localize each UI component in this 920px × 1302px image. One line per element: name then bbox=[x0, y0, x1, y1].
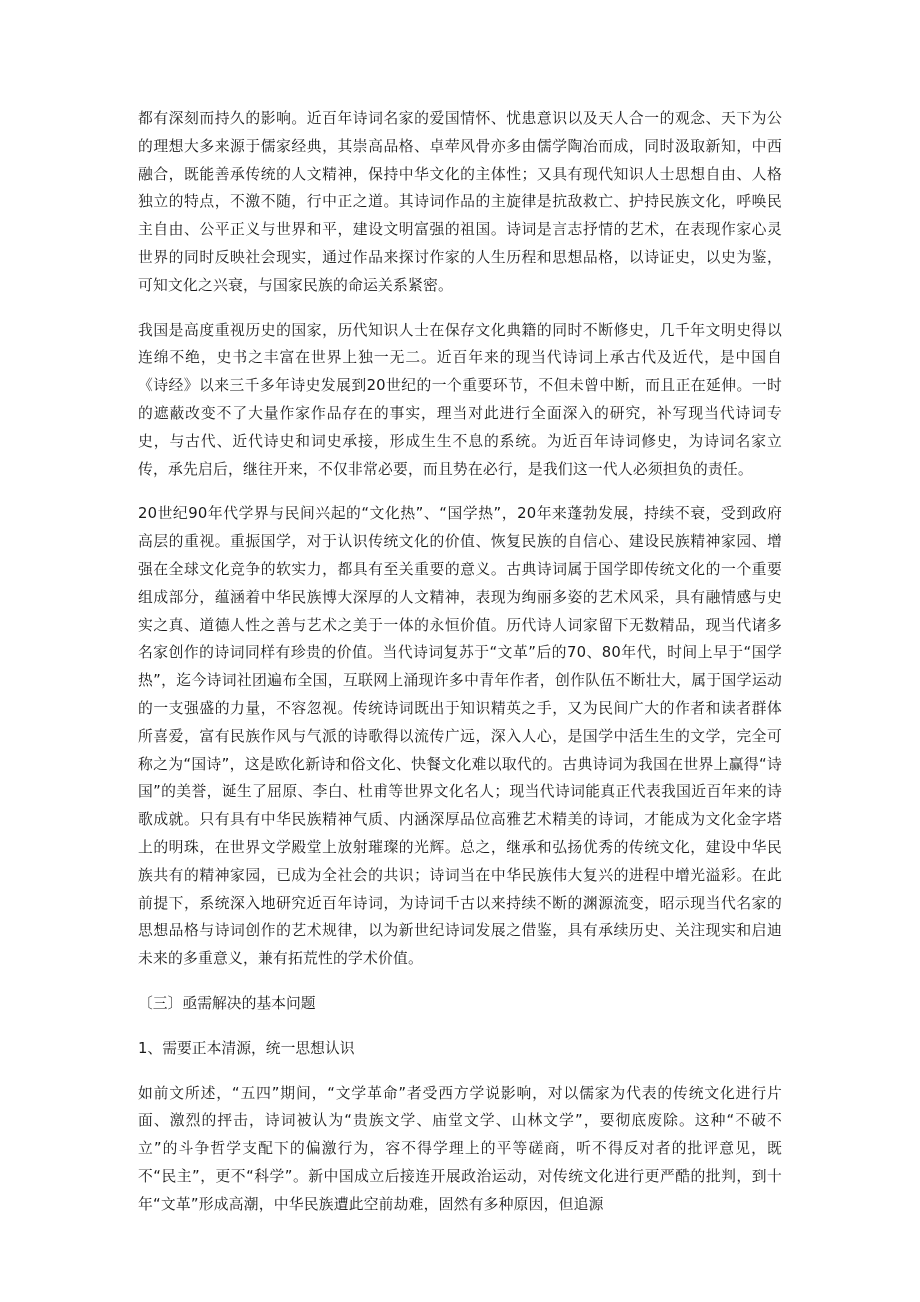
paragraph-2: 我国是高度重视历史的国家，历代知识人士在保存文化典籍的同时不断修史，几千年文明史得以连绵不绝，史书之丰富在世界上独一无二。近百年来的现当代诗词上承古代及近代，是中国自《诗经》以来三千多年诗史发展到20世纪的一个重要环节，不但未曾中断，而且正在延伸。一时的遮蔽改变不了大量作家作品存在的事实，理当对此进行全面深入的研究，补写现当代诗词专史，与古代、近代诗史和词史承接，形成生生不息的系统。为近百年诗词修史，为诗词名家立传，承先启后，继往开来，不仅非常必要，而且势在必行，是我们这一代人必须担负的责任。 bbox=[138, 321, 782, 478]
paragraph-1: 都有深刻而持久的影响。近百年诗词名家的爱国情怀、忧患意识以及天人合一的观念、天下为公的理想大多来源于儒家经典，其崇高品格、卓荦风骨亦多由儒学陶冶而成，同时汲取新知，中西融合，既能善承传统的人文精神，保持中华文化的主体性；又具有现代知识人士思想自由、人格独立的特点，不激不随，行中正之道。其诗词作品的主旋律是抗敌救亡、护持民族文化，呼唤民主自由、公平正义与世界和平，建设文明富强的祖国。诗词是言志抒情的艺术，在表现作家心灵世界的同时反映社会现实，通过作品来探讨作家的人生历程和思想品格，以诗证史，以史为鉴，可知文化之兴衰，与国家民族的命运关系紧密。 bbox=[138, 110, 782, 294]
section-heading: 〔三〕亟需解决的基本问题 bbox=[138, 994, 316, 1012]
paragraph-3: 20世纪90年代学界与民间兴起的“文化热”、“国学热”，20年来蓬勃发展，持续不衰，受到政府高层的重视。重振国学，对于认识传统文化的价值、恢复民族的自信心、建设民族精神家园、增强在全球文化竞争的软实力，都具有至关重要的意义。古典诗词属于国学即传统文化的一个重要组成部分，蕴涵着中华民族博大深厚的人文精神，表现为绚丽多姿的艺术风采，具有融情感与史实之真、道德人性之善与艺术之美于一体的永恒价值。历代诗人词家留下无数精品，现当代诸多名家创作的诗词同样有珍贵的价值。当代诗词复苏于“文革”后的70、80年代，时间上早于“国学热”，迄今诗词社团遍布全国，互联网上涌现许多中青年作者，创作队伍不断壮大，属于国学运动的一支强盛的力量，不容忽视。传统诗词既出于知识精英之手，又为民间广大的作者和读者群体所喜爱，富有民族作风与气派的诗歌得以流传广远，深入人心，是国学中活生生的文学，完全可称之为“国诗”，这是欧化新诗和俗文化、快餐文化难以取代的。古典诗词为我国在世界上赢得“诗国”的美誉，诞生了屈原、李白、杜甫等世界文化名人；现当代诗词能真正代表我国近百年来的诗歌成就。只有具有中华民族精神气质、内涵深厚品位高雅艺术精美的诗词，才能成为文化金字塔上的明珠，在世界文学殿堂上放射璀璨的光辉。总之，继承和弘扬优秀的传统文化，建设中华民族共有的精神家园，已成为全社会的共识；诗词当在中华民族伟大复兴的进程中增光溢彩。在此前提下，系统深入地研究近百年诗词，为诗词千古以来持续不断的渊源流变，昭示现当代名家的思想品格与诗词创作的艺术规律，以为新世纪诗词发展之借鉴，具有承续历史、关注现实和启迪未来的多重意义，兼有拓荒性的学术价值。 bbox=[138, 505, 782, 968]
document-body bbox=[138, 105, 782, 1235]
paragraph-4: 如前文所述，“五四”期间，“文学革命”者受西方学说影响，对以儒家为代表的传统文化进行片面、激烈的抨击，诗词被认为“贵族文学、庙堂文学、山林文学”，要彻底废除。这种“不破不立”的斗争哲学支配下的偏激行为，容不得学理上的平等磋商，听不得反对者的批评意见，既不“民主”，更不“科学”。新中国成立后接连开展政治运动，对传统文化进行更严酷的批判，到十年“文革”形成高潮，中华民族遭此空前劫难，固然有多种原因，但追源 bbox=[138, 1084, 782, 1213]
subheading: 1、需要正本清源，统一思想认识 bbox=[138, 1039, 355, 1057]
